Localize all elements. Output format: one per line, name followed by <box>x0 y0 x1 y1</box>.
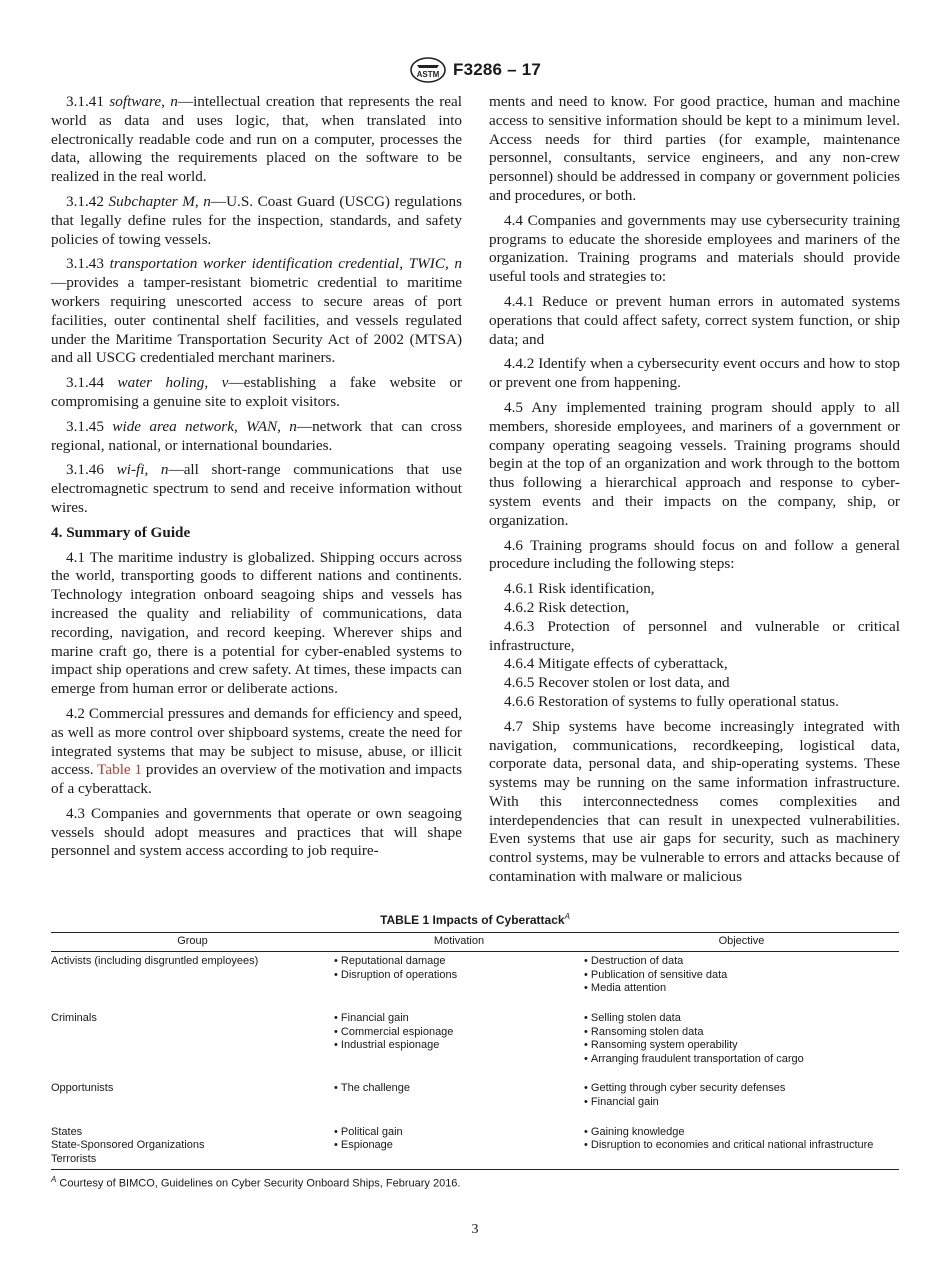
cell-objective <box>584 1079 899 1122</box>
cell-group <box>51 1079 334 1122</box>
group-item: Opportunists <box>51 1082 114 1095</box>
table-1 <box>51 910 899 1192</box>
definition-3-1-41: 3.1.41 software, n—intellectual creation that represents the real world as data and uses logic, that, when translated into electronically readable code and run on a computer, processes the data, allowing the requirements placed on the software to be realized in the real world. <box>51 93 463 186</box>
objective-item: • Disruption to economies and critical national infrastructure <box>584 1139 899 1153</box>
paragraph-4-6: 4.6 Training programs should focus on and follow a general procedure including the following steps: <box>489 536 900 573</box>
table-row <box>51 1079 899 1122</box>
motivation-item: • Industrial espionage <box>334 1039 584 1053</box>
group-item: Terrorists <box>51 1152 97 1165</box>
group-item: Activists (including disgruntled employees) <box>51 955 259 968</box>
cell-motivation <box>334 952 584 1009</box>
paragraph-4-3: 4.3 Companies and governments that operate or own seagoing vessels should adopt measures and practices that will shape personnel and system access according to job require- <box>51 804 462 860</box>
section-heading: 4. Summary of Guide <box>51 523 191 541</box>
objective-item: • Financial gain <box>584 1096 899 1110</box>
astm-logo-icon <box>409 56 447 84</box>
motivation-item: • Political gain <box>334 1126 584 1140</box>
paragraph-4-4: 4.4 Companies and governments may use cybersecurity training programs to educate the shoreside employees and mariners of the organization. Training programs and materials should provide useful tools and strategies to: <box>489 211 900 286</box>
header-objective: Objective <box>584 932 899 952</box>
table-1-link[interactable]: Table 1 <box>97 761 143 779</box>
paragraph-4-1: 4.1 The maritime industry is globalized. Shipping occurs across the world, transporting goods to different nations and continents. Technology integration onboard seagoing ships and vessels has increased the quality and reliability of communications, data recording, navigation, and record keeping. Wherever ships and marine craft go, there is a potential for cyber-enabled systems to impact ship operations and crew safety. At times, these impacts can emerge from human error or deliberate actions. <box>51 548 462 698</box>
motivation-item: • The challenge <box>334 1082 584 1096</box>
header-motivation: Motivation <box>334 932 584 952</box>
cell-motivation <box>334 1009 584 1079</box>
objective-item: • Selling stolen data <box>584 1012 899 1026</box>
objective-item: • Media attention <box>584 982 899 996</box>
paragraph-4-3-continued: ments and need to know. For good practice, human and machine access to sensitive information should be kept to a minimum level. Access needs for third parties (for example, maintenance personnel, consultants, service engineers, and any non-crew personnel) should be addressed in company or government policies and procedures, or both. <box>489 93 900 204</box>
cell-group <box>51 1123 334 1170</box>
motivation-item: • Disruption of operations <box>334 969 584 983</box>
paragraph-4-6-2: 4.6.2 Risk detection, <box>504 598 630 616</box>
cell-motivation <box>334 1079 584 1122</box>
group-item: State-Sponsored Organizations <box>51 1139 205 1152</box>
paragraph-4-6-1: 4.6.1 Risk identification, <box>504 580 655 598</box>
group-item: States <box>51 1125 83 1138</box>
objective-item: • Ransoming system operability <box>584 1039 899 1053</box>
paragraph-4-5: 4.5 Any implemented training program should apply to all members, shoreside employees, and mariners of a government or company operating seagoing vessels. Training programs should begin at the top of an organization and work through to the bottom thus following a hierarchical approach and response to cyber-system events and their impacts on the company, ship, or organization. <box>489 398 900 529</box>
svg-text:ASTM: ASTM <box>416 70 440 79</box>
page-header <box>0 56 950 84</box>
paragraph-4-7: 4.7 Ship systems have become increasingly integrated with navigation, communications, recordkeeping, logistical data, corporate data, personal data, and ship-operating systems. These systems may be running on the same information infrastructure. With this interconnectedness comes complexities and interdependencies that can result in unexpected vulnerabilities. Even systems that use air gaps for security, such as machinery control systems, may be vulnerable to errors and attacks because of contamination with malware or malicious <box>489 717 900 886</box>
definition-3-1-43: 3.1.43 transportation worker identification credential, TWIC, n—provides a tamper-resistant biometric credential to maritime workers requiring unescorted access to secure areas of port facilities, outer continental shelf facilities, and vessels regulated under the Maritime Transportation Security Act of 2002 (MTSA) and all USCG credentialed merchant mariners. <box>51 255 463 367</box>
cell-group <box>51 1009 334 1079</box>
right-column <box>489 93 900 887</box>
page-number: 3 <box>471 1222 479 1237</box>
table-row <box>51 1009 899 1079</box>
definition-3-1-42: 3.1.42 Subchapter M, n—U.S. Coast Guard (USCG) regulations that legally define rules for the inspection, standards, and safety policies of towing vessels. <box>51 192 463 248</box>
objective-item: • Getting through cyber security defenses <box>584 1082 899 1096</box>
left-column <box>51 93 462 861</box>
cell-motivation <box>334 1123 584 1170</box>
cell-objective <box>584 1123 899 1170</box>
motivation-item: • Espionage <box>334 1139 584 1153</box>
group-item: Criminals <box>51 1011 97 1024</box>
definition-3-1-45: 3.1.45 wide area network, WAN, n—network that can cross regional, national, or international boundaries. <box>51 417 463 454</box>
objective-item: • Gaining knowledge <box>584 1126 899 1140</box>
table-row <box>51 952 899 1009</box>
definition-3-1-46: 3.1.46 wi-fi, n—all short-range communications that use electromagnetic spectrum to send and receive information without wires. <box>51 461 462 516</box>
paragraph-4-4-2: 4.4.2 Identify when a cybersecurity event occurs and how to stop or prevent one from happening. <box>489 355 900 392</box>
cell-objective <box>584 952 899 1009</box>
table-title: TABLE 1 Impacts of Cyberattack$^A$ <box>380 912 570 927</box>
motivation-item: • Reputational damage <box>334 955 584 969</box>
cell-group <box>51 952 334 1009</box>
table-row <box>51 1123 899 1170</box>
impacts-table <box>51 932 899 1171</box>
paragraph-4-2: 4.2 Commercial pressures and demands for efficiency and speed, as well as more control over shipboard systems, create the need for integrated systems that may be subject to misuse, abuse, or illicit access. Table 1 provides an overview of the motivation and impacts of a cyberattack. <box>51 704 463 798</box>
paragraph-4-6-6: 4.6.6 Restoration of systems to fully operational status. <box>504 692 839 710</box>
objective-item: • Ransoming stolen data <box>584 1026 899 1040</box>
table-footnote: $^A$ Courtesy of BIMCO, Guidelines on Cyber Security Onboard Ships, February 2016. <box>51 1175 461 1190</box>
standard-designation: F3286 – 17 <box>452 60 541 79</box>
definition-3-1-44: 3.1.44 water holing, v—establishing a fake website or compromising a genuine site to exploit visitors. <box>51 374 462 410</box>
objective-item: • Arranging fraudulent transportation of cargo <box>584 1053 899 1067</box>
paragraph-4-6-3: 4.6.3 Protection of personnel and vulnerable or critical infrastructure, <box>489 617 900 654</box>
objective-item: • Publication of sensitive data <box>584 969 899 983</box>
paragraph-4-6-4: 4.6.4 Mitigate effects of cyberattack, <box>504 655 728 673</box>
paragraph-4-4-1: 4.4.1 Reduce or prevent human errors in automated systems operations that could affect safety, correct system function, or ship data; and <box>489 292 900 348</box>
header-group: Group <box>51 932 334 952</box>
motivation-item: • Commercial espionage <box>334 1026 584 1040</box>
objective-item: • Destruction of data <box>584 955 899 969</box>
paragraph-4-6-5: 4.6.5 Recover stolen or lost data, and <box>504 674 730 692</box>
motivation-item: • Financial gain <box>334 1012 584 1026</box>
cell-objective <box>584 1009 899 1079</box>
